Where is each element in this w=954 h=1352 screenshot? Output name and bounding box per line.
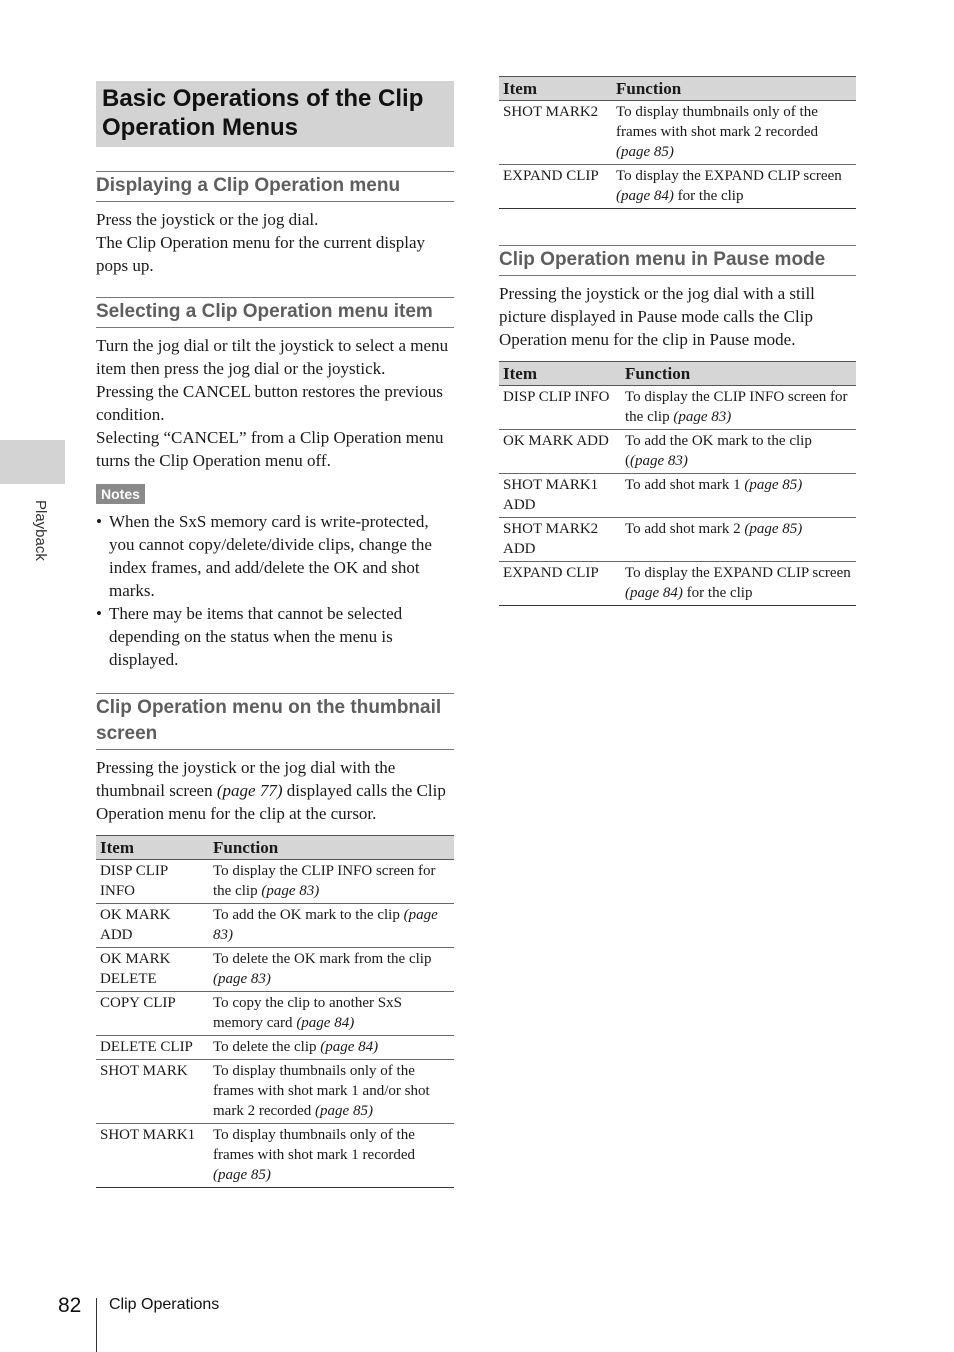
heading-selecting: Selecting a Clip Operation menu item — [96, 297, 454, 328]
selecting-para-1: Turn the jog dial or tilt the joystick to select a menu item then press the jog dial or the joystick. — [96, 336, 449, 378]
cell-item: OK MARK ADD — [499, 430, 621, 474]
cell-function: To display the CLIP INFO screen for the clip (page 83) — [209, 860, 454, 904]
cell-item: DISP CLIP INFO — [96, 860, 209, 904]
cell-function: To add shot mark 1 (page 85) — [621, 474, 856, 518]
cell-function: To delete the OK mark from the clip (page 83) — [209, 948, 454, 992]
table-row — [96, 992, 454, 1036]
cell-item: DISP CLIP INFO — [499, 386, 621, 430]
selecting-para-2: Pressing the CANCEL button restores the previous condition. — [96, 382, 443, 424]
notes-label: Notes — [96, 484, 145, 504]
page-title — [96, 81, 454, 147]
table-row — [96, 948, 454, 992]
column-header-function: Function — [612, 77, 856, 101]
column-header-function: Function — [621, 362, 856, 386]
thumbnail-function-table-continued — [499, 76, 856, 209]
pause-intro: Pressing the joystick or the jog dial with a still picture displayed in Pause mode calls the Clip Operation menu for the clip in Pause mode. — [499, 284, 815, 349]
table-row — [96, 1060, 454, 1124]
cell-function: To display thumbnails only of the frames with shot mark 1 and/or shot mark 2 recorded (page 85) — [209, 1060, 454, 1124]
column-header-function: Function — [209, 836, 454, 860]
cell-function: To display thumbnails only of the frames with shot mark 2 recorded (page 85) — [612, 101, 856, 165]
cell-function: To add the OK mark to the clip (page 83) — [209, 904, 454, 948]
cell-function: To display the CLIP INFO screen for the clip (page 83) — [621, 386, 856, 430]
page-title-line-1: Basic Operations of the Clip — [102, 85, 424, 112]
thumbnail-function-table — [96, 835, 454, 1188]
left-column — [96, 81, 454, 1188]
table-row — [499, 518, 856, 562]
heading-pause: Clip Operation menu in Pause mode — [499, 245, 856, 276]
cell-function: To add the OK mark to the clip ((page 83) — [621, 430, 856, 474]
column-header-item: Item — [96, 836, 209, 860]
cell-item: SHOT MARK2 — [499, 101, 612, 165]
column-header-item: Item — [499, 362, 621, 386]
cell-item: EXPAND CLIP — [499, 562, 621, 606]
thumbnail-intro: Pressing the joystick or the jog dial with the thumbnail screen (page 77) displayed calls the Clip Operation menu for the clip at the cursor. — [96, 758, 446, 823]
table-row — [499, 386, 856, 430]
cell-item: SHOT MARK1 ADD — [499, 474, 621, 518]
table-row — [96, 1124, 454, 1188]
heading-displaying: Displaying a Clip Operation menu — [96, 171, 454, 202]
cell-function: To delete the clip (page 84) — [209, 1036, 454, 1060]
footer-divider — [96, 1298, 97, 1352]
table-row — [96, 860, 454, 904]
table-row — [499, 562, 856, 606]
note-item: • There may be items that cannot be selected depending on the status when the menu is displayed. — [96, 604, 403, 669]
cell-item: EXPAND CLIP — [499, 165, 612, 209]
cell-function: To display the EXPAND CLIP screen (page 84) for the clip — [612, 165, 856, 209]
cell-item: OK MARK ADD — [96, 904, 209, 948]
sidebar-tab — [0, 440, 65, 484]
cell-item: OK MARK DELETE — [96, 948, 209, 992]
table-row — [96, 1036, 454, 1060]
note-item: • When the SxS memory card is write-protected, you cannot copy/delete/divide clips, change the index frames, and add/delete the OK and shot marks. — [96, 512, 432, 600]
page-title-line-2: Operation Menus — [102, 114, 299, 141]
table-row — [499, 474, 856, 518]
displaying-para-1: Press the joystick or the jog dial. — [96, 210, 319, 229]
cell-function: To display the EXPAND CLIP screen (page 84) for the clip — [621, 562, 856, 606]
table-row — [499, 101, 856, 165]
selecting-para-3: Selecting “CANCEL” from a Clip Operation menu turns the Clip Operation menu off. — [96, 428, 444, 470]
table-row — [499, 165, 856, 209]
page-number: 82 — [58, 1294, 82, 1317]
cell-item: SHOT MARK2 ADD — [499, 518, 621, 562]
cell-item: SHOT MARK1 — [96, 1124, 209, 1188]
displaying-para-2: The Clip Operation menu for the current display pops up. — [96, 233, 426, 275]
cell-item: SHOT MARK — [96, 1060, 209, 1124]
sidebar-section-label: Playback — [32, 500, 49, 561]
cell-item: COPY CLIP — [96, 992, 209, 1036]
cell-function: To add shot mark 2 (page 85) — [621, 518, 856, 562]
cell-function: To display thumbnails only of the frames with shot mark 1 recorded (page 85) — [209, 1124, 454, 1188]
cell-item: DELETE CLIP — [96, 1036, 209, 1060]
footer-section-label: Clip Operations — [109, 1296, 220, 1313]
table-row — [499, 430, 856, 474]
table-row — [96, 904, 454, 948]
notes-list — [96, 510, 454, 671]
pause-function-table — [499, 361, 856, 606]
heading-thumbnail: Clip Operation menu on the thumbnail screen — [96, 693, 454, 750]
cell-function: To copy the clip to another SxS memory card (page 84) — [209, 992, 454, 1036]
column-header-item: Item — [499, 77, 612, 101]
right-column — [499, 76, 856, 606]
